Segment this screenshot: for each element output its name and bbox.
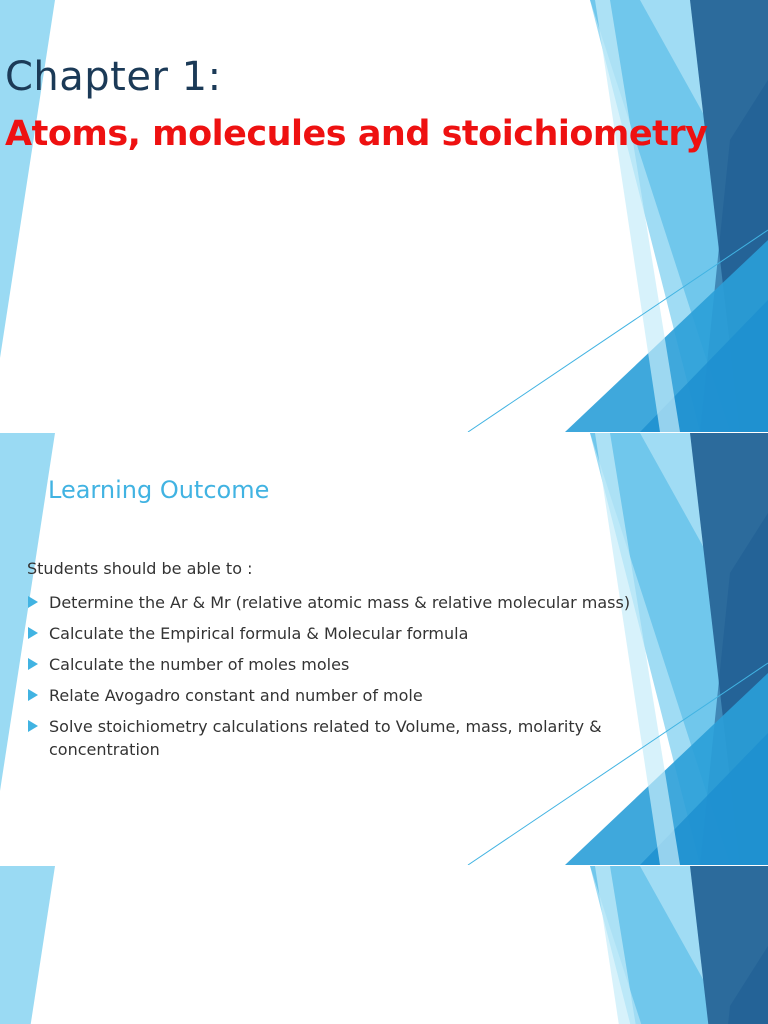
list-item: [27, 622, 652, 645]
triangle-right-icon: [28, 596, 38, 608]
learning-outcome-list: [27, 591, 652, 769]
list-item-text: Relate Avogadro constant and number of mole: [49, 686, 423, 705]
learning-outcome-intro: Students should be able to :: [27, 559, 253, 578]
list-item-text: Determine the Ar & Mr (relative atomic mass & relative molecular mass): [49, 593, 631, 612]
list-item-text: Solve stoichiometry calculations related to Volume, mass, molarity & concentration: [49, 717, 602, 759]
triangle-right-icon: [28, 720, 38, 732]
next-slide-partial: [0, 866, 768, 1024]
triangle-right-icon: [28, 658, 38, 670]
list-item: [27, 591, 652, 614]
learning-outcome-slide: [0, 433, 768, 865]
list-item: [27, 653, 652, 676]
triangle-right-icon: [28, 627, 38, 639]
triangle-right-icon: [28, 689, 38, 701]
list-item-text: Calculate the Empirical formula & Molecular formula: [49, 624, 469, 643]
slide-decoration: [0, 866, 768, 1024]
chapter-title: Atoms, molecules and stoichiometry: [5, 114, 708, 154]
list-item: [27, 715, 652, 761]
list-item-text: Calculate the number of moles moles: [49, 655, 350, 674]
learning-outcome-heading: Learning Outcome: [48, 476, 270, 504]
chapter-number: Chapter 1:: [5, 54, 222, 100]
list-item: [27, 684, 652, 707]
title-slide: [0, 0, 768, 432]
